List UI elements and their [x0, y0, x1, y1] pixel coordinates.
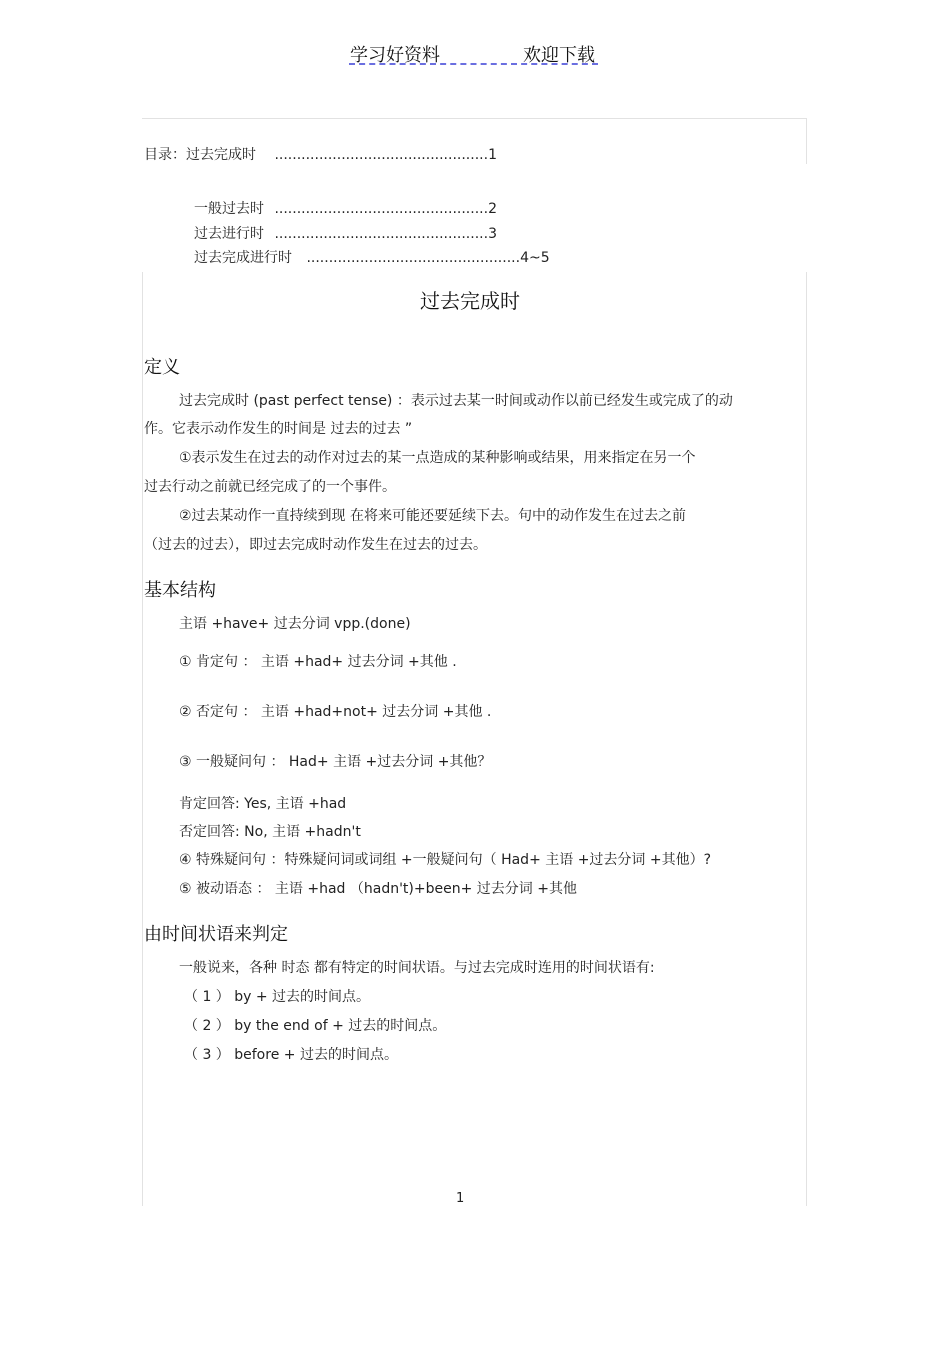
page-frame-left: [142, 272, 143, 1206]
section-heading-structure: 基本结构: [144, 580, 216, 601]
section-heading-definition: 定义: [144, 357, 180, 378]
toc-entry: [194, 198, 497, 218]
header-underline: [349, 63, 598, 65]
toc-label: 目录：过去完成时: [144, 147, 256, 163]
toc-label: 过去完成进行时: [194, 250, 292, 266]
time-intro-line: 一般说来，各种 时态 都有特定的时间状语。与过去完成时连用的时间状语有:: [179, 960, 655, 976]
toc-page: 3: [488, 226, 497, 242]
page-frame-right-upper: [806, 118, 807, 164]
toc-leader: ................................................: [306, 250, 521, 266]
definition-line: ②过去某动作一直持续到现 在将来可能还要延续下去。句中的动作发生在过去之前: [179, 508, 686, 524]
structure-line: 否定回答: No, 主语 +hadn't: [179, 824, 361, 840]
time-list-item: （ 1 ） by + 过去的时间点。: [184, 989, 371, 1005]
structure-line: ⑤ 被动语态 ： 主语 +had （hadn't)+been+ 过去分词 +其他: [179, 881, 577, 897]
definition-line: 过去完成时 (past perfect tense) ：表示过去某一时间或动作以前已经发生或完成了的动: [179, 393, 733, 409]
structure-line: 主语 +have+ 过去分词 vpp.(done): [179, 616, 411, 632]
page-number: 1: [456, 1191, 465, 1206]
page-frame-right: [806, 272, 807, 1206]
toc-page: 2: [488, 201, 497, 217]
time-list-item: （ 3 ） before + 过去的时间点。: [184, 1047, 398, 1063]
toc-entry: [194, 247, 550, 267]
structure-line: ③ 一般疑问句 ： Had+ 主语 +过去分词 +其他？: [179, 754, 492, 770]
toc-entry: [194, 223, 497, 243]
time-list-item: （ 2 ） by the end of + 过去的时间点。: [184, 1018, 447, 1034]
structure-line: 肯定回答: Yes, 主语 +had: [179, 796, 347, 812]
section-heading-time-adverbials: 由时间状语来判定: [144, 924, 288, 945]
page-frame-top: [142, 118, 807, 119]
toc-label: 一般过去时: [194, 201, 264, 217]
toc-leader: ................................................: [274, 147, 489, 163]
definition-line: ①表示发生在过去的动作对过去的某一点造成的某种影响或结果，用来指定在另一个: [179, 450, 696, 466]
toc-leader: ................................................: [274, 226, 489, 242]
toc-page: 1: [488, 147, 497, 163]
toc-label: 过去进行时: [194, 226, 264, 242]
definition-line: （过去的过去），即过去完成时动作发生在过去的过去。: [144, 537, 487, 553]
structure-line: ① 肯定句 ： 主语 +had+ 过去分词 +其他 .: [179, 654, 457, 670]
toc-page: 4~5: [520, 250, 550, 266]
definition-line: 作。它表示动作发生的时间是 过去的过去 ”: [144, 421, 413, 437]
structure-line: ④ 特殊疑问句 ：特殊疑问词或词组 +一般疑问句（ Had+ 主语 +过去分词 +其他）?: [179, 852, 712, 868]
toc-leader: ................................................: [274, 201, 489, 217]
definition-line: 过去行动之前就已经完成了的一个事件。: [144, 479, 396, 495]
document-title: 过去完成时: [420, 289, 520, 313]
structure-line: ② 否定句 ： 主语 +had+not+ 过去分词 +其他 .: [179, 704, 492, 720]
toc-entry: [144, 144, 497, 164]
header-right-text: 欢迎下载: [523, 45, 595, 66]
header-left-text: 学习好资料: [350, 45, 440, 66]
